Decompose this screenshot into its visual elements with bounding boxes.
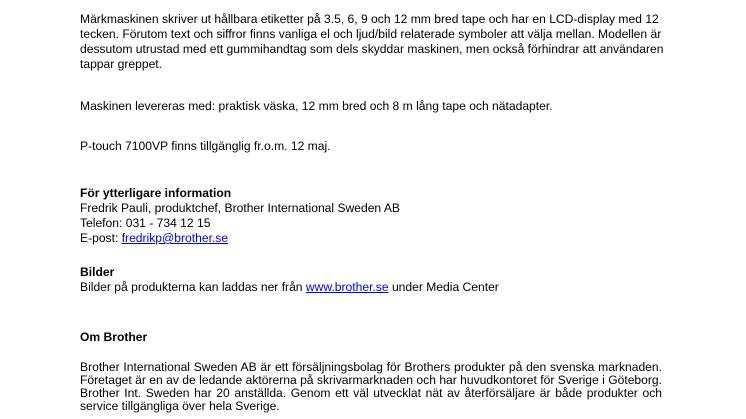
pictures-section [80, 265, 690, 295]
availability-paragraph: P-touch 7100VP finns tillgänglig fr.o.m. 12 maj. [80, 139, 331, 153]
pictures-text-before: Bilder på produkterna kan laddas ner från [80, 280, 306, 294]
about-paragraph: Brother International Sweden AB är ett försäljningsbolag för Brothers produkter på den svenska marknaden. Företaget är en av de ledande aktörerna på skrivarmarknaden och har huvudkontoret för Sverige i Göteborg. Brother Int. Sweden har 20 anställda. Genom ett väl utvecklat nät av återförsäljare är både produkter och service tillgängliga över hela Sverige. [80, 360, 662, 413]
email-label: E-post: [80, 231, 122, 245]
package-contents-paragraph: Maskinen levereras med: praktisk väska, 12 mm bred och 8 m lång tape och nätadapter. [80, 99, 553, 113]
email-link[interactable]: fredrikp@brother.se [121, 231, 229, 245]
pictures-text-after: under Media Center [388, 280, 499, 294]
about-heading: Om Brother [80, 330, 148, 344]
press-release-page [80, 0, 690, 419]
more-info-heading: För ytterligare information [80, 186, 232, 200]
pictures-heading: Bilder [80, 265, 115, 279]
website-link[interactable]: www.brother.se [305, 280, 389, 294]
pictures-text [80, 280, 690, 295]
contact-person: Fredrik Pauli, produktchef, Brother International Sweden AB [80, 201, 400, 215]
more-info-section [80, 186, 690, 246]
contact-email-line [80, 231, 690, 246]
product-intro-paragraph: Märkmaskinen skriver ut hållbara etiketter på 3.5, 6, 9 och 12 mm bred tape och har en LCD-display med 12 tecken. Förutom text och siffror finns vanliga el och ljud/bild relaterade symboler att välja mellan. Modellen är dessutom utrustad med ett gummihandtag som dels skyddar maskinen, men också förhindrar att användaren tappar greppet. [80, 12, 664, 71]
contact-phone: Telefon: 031 - 734 12 15 [80, 216, 211, 230]
